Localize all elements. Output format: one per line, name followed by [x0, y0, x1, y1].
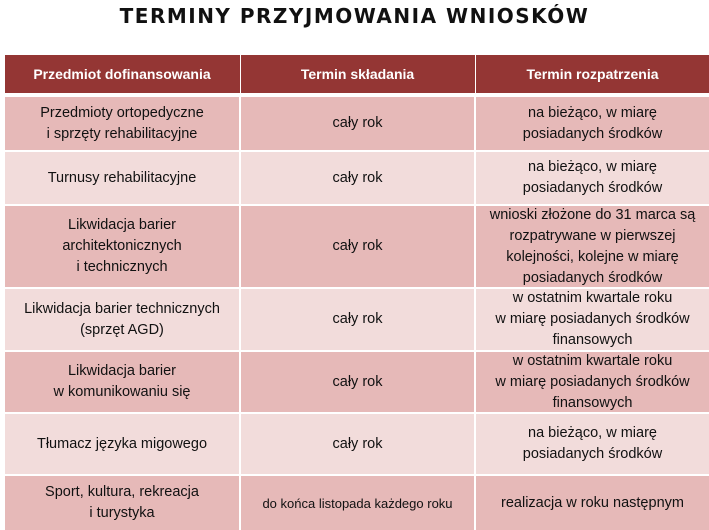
- table-cell-subject: Likwidacja barier architektonicznych i technicznych: [5, 206, 239, 287]
- header-subject: Przedmiot dofinansowania: [33, 66, 211, 82]
- table-cell-submission: cały rok: [241, 152, 474, 204]
- table-cell-review: wnioski złożone do 31 marca są rozpatrywane w pierwszej kolejności, kolejne w miarę posiadanych środków: [476, 206, 709, 287]
- page-title: TERMINY PRZYJMOWANIA WNIOSKÓW: [119, 4, 590, 28]
- table-cell-review: w ostatnim kwartale roku w miarę posiadanych środków finansowych: [476, 289, 709, 350]
- table-cell-submission: cały rok: [241, 414, 474, 474]
- table-cell-submission: cały rok: [241, 289, 474, 350]
- table-cell-review: na bieżąco, w miarę posiadanych środków: [476, 97, 709, 150]
- table-header: [5, 55, 709, 93]
- header-submission-deadline: Termin składania: [300, 66, 415, 82]
- table-cell-subject: Sport, kultura, rekreacja i turystyka: [5, 476, 239, 530]
- table-cell-subject: Tłumacz języka migowego: [5, 414, 239, 474]
- table-cell-submission: cały rok: [241, 97, 474, 150]
- table-cell-submission: do końca listopada każdego roku: [241, 476, 474, 530]
- table-cell-review: realizacja w roku następnym: [476, 476, 709, 530]
- table-cell-review: na bieżąco, w miarę posiadanych środków: [476, 152, 709, 204]
- header-review-deadline: Termin rozpatrzenia: [526, 66, 659, 82]
- table-cell-review: w ostatnim kwartale roku w miarę posiadanych środków finansowych: [476, 352, 709, 412]
- table-cell-submission: cały rok: [241, 352, 474, 412]
- table-cell-subject: Przedmioty ortopedyczne i sprzęty rehabilitacyjne: [5, 97, 239, 150]
- table-cell-review: na bieżąco, w miarę posiadanych środków: [476, 414, 709, 474]
- table-cell-subject: Likwidacja barier technicznych (sprzęt AGD): [5, 289, 239, 350]
- table-cell-subject: Turnusy rehabilitacyjne: [5, 152, 239, 204]
- deadlines-table: [5, 55, 709, 530]
- table-cell-submission: cały rok: [241, 206, 474, 287]
- table-cell-subject: Likwidacja barier w komunikowaniu się: [5, 352, 239, 412]
